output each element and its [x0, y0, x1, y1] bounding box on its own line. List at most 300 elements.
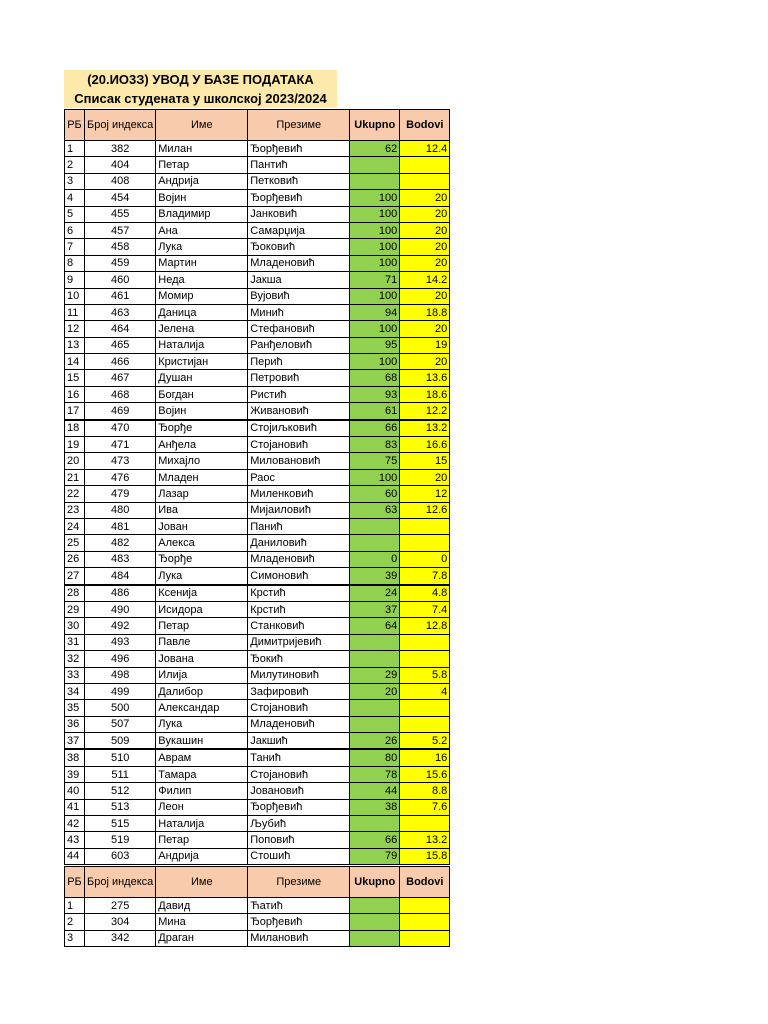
cell-rb: 39 [65, 766, 85, 782]
cell-name: Даница [156, 304, 248, 320]
cell-bodovi [400, 700, 450, 716]
cell-rb: 1 [65, 898, 85, 914]
table-row [65, 304, 450, 320]
cell-bodovi: 4.8 [400, 585, 450, 602]
header-surname: Презиме [248, 110, 350, 141]
table-row [65, 535, 450, 551]
cell-bodovi: 14.2 [400, 272, 450, 288]
cell-ukupno: 66 [350, 420, 400, 437]
table-row [65, 272, 450, 288]
cell-surname: Јакша [248, 272, 350, 288]
cell-surname: Стефановић [248, 321, 350, 337]
table-row [65, 848, 450, 864]
cell-ukupno: 64 [350, 618, 400, 634]
cell-surname: Стојановић [248, 766, 350, 782]
cell-ukupno [350, 518, 400, 534]
cell-surname: Димитријевић [248, 634, 350, 650]
cell-rb: 26 [65, 551, 85, 567]
cell-name: Филип [156, 783, 248, 799]
cell-index: 481 [85, 518, 156, 534]
table-row [65, 832, 450, 848]
cell-ukupno [350, 535, 400, 551]
cell-bodovi: 20 [400, 469, 450, 485]
cell-rb: 34 [65, 683, 85, 699]
cell-ukupno [350, 700, 400, 716]
cell-index: 509 [85, 733, 156, 750]
cell-index: 464 [85, 321, 156, 337]
cell-surname: Ђорђевић [248, 141, 350, 157]
cell-bodovi: 20 [400, 255, 450, 271]
cell-bodovi: 12.4 [400, 141, 450, 157]
cell-index: 510 [85, 749, 156, 766]
cell-name: Лазар [156, 486, 248, 502]
cell-bodovi [400, 651, 450, 667]
cell-index: 454 [85, 190, 156, 206]
cell-bodovi: 19 [400, 337, 450, 353]
cell-index: 519 [85, 832, 156, 848]
document-title [64, 70, 337, 108]
table-row [65, 930, 450, 946]
cell-rb: 37 [65, 733, 85, 750]
cell-surname: Раос [248, 469, 350, 485]
cell-index: 470 [85, 420, 156, 437]
cell-index: 500 [85, 700, 156, 716]
cell-ukupno: 100 [350, 206, 400, 222]
cell-name: Михајло [156, 453, 248, 469]
cell-name: Владимир [156, 206, 248, 222]
cell-bodovi: 12.6 [400, 502, 450, 518]
cell-rb: 27 [65, 568, 85, 585]
cell-name: Војин [156, 403, 248, 420]
cell-bodovi: 20 [400, 354, 450, 370]
cell-name: Тамара [156, 766, 248, 782]
cell-surname: Самарџија [248, 222, 350, 238]
header-surname: Презиме [248, 867, 350, 898]
cell-bodovi: 12 [400, 486, 450, 502]
cell-name: Лука [156, 716, 248, 732]
cell-rb: 40 [65, 783, 85, 799]
cell-ukupno: 62 [350, 141, 400, 157]
cell-ukupno [350, 173, 400, 189]
cell-bodovi: 13.2 [400, 420, 450, 437]
cell-surname: Ђорђевић [248, 190, 350, 206]
cell-name: Јована [156, 651, 248, 667]
cell-index: 490 [85, 601, 156, 617]
table-row [65, 551, 450, 567]
cell-name: Ђорђе [156, 420, 248, 437]
cell-ukupno: 71 [350, 272, 400, 288]
table-row [65, 370, 450, 386]
course-title: (20.ИО3З) УВОД У БАЗЕ ПОДАТАКА [87, 72, 314, 87]
cell-surname: Миловановић [248, 453, 350, 469]
cell-rb: 11 [65, 304, 85, 320]
cell-rb: 20 [65, 453, 85, 469]
cell-rb: 29 [65, 601, 85, 617]
cell-bodovi: 4 [400, 683, 450, 699]
cell-bodovi [400, 930, 450, 946]
cell-index: 511 [85, 766, 156, 782]
table-row [65, 437, 450, 453]
table-row [65, 190, 450, 206]
cell-ukupno: 100 [350, 288, 400, 304]
cell-ukupno: 26 [350, 733, 400, 750]
cell-rb: 38 [65, 749, 85, 766]
table-row [65, 783, 450, 799]
cell-surname: Живановић [248, 403, 350, 420]
cell-rb: 17 [65, 403, 85, 420]
cell-ukupno: 80 [350, 749, 400, 766]
cell-rb: 13 [65, 337, 85, 353]
cell-ukupno [350, 651, 400, 667]
cell-bodovi: 5.2 [400, 733, 450, 750]
cell-bodovi [400, 173, 450, 189]
cell-rb: 3 [65, 930, 85, 946]
table-row [65, 222, 450, 238]
cell-index: 493 [85, 634, 156, 650]
cell-ukupno: 75 [350, 453, 400, 469]
cell-bodovi: 0 [400, 551, 450, 567]
cell-ukupno: 63 [350, 502, 400, 518]
cell-name: Момир [156, 288, 248, 304]
cell-surname: Ђорђевић [248, 799, 350, 815]
cell-rb: 42 [65, 816, 85, 832]
cell-rb: 9 [65, 272, 85, 288]
cell-name: Далибор [156, 683, 248, 699]
cell-index: 457 [85, 222, 156, 238]
cell-index: 404 [85, 157, 156, 173]
cell-bodovi: 13.2 [400, 832, 450, 848]
table-row [65, 799, 450, 815]
table-row [65, 255, 450, 271]
table-row [65, 568, 450, 585]
cell-surname: Ристић [248, 386, 350, 402]
cell-ukupno: 66 [350, 832, 400, 848]
cell-rb: 1 [65, 141, 85, 157]
cell-index: 455 [85, 206, 156, 222]
table-row [65, 486, 450, 502]
cell-index: 304 [85, 914, 156, 930]
cell-surname: Младеновић [248, 551, 350, 567]
cell-name: Милан [156, 141, 248, 157]
cell-name: Ђорђе [156, 551, 248, 567]
cell-index: 484 [85, 568, 156, 585]
cell-index: 461 [85, 288, 156, 304]
cell-surname: Ћатић [248, 898, 350, 914]
cell-surname: Поповић [248, 832, 350, 848]
cell-ukupno [350, 716, 400, 732]
cell-rb: 22 [65, 486, 85, 502]
cell-name: Душан [156, 370, 248, 386]
cell-name: Аврам [156, 749, 248, 766]
table-row [65, 914, 450, 930]
cell-index: 482 [85, 535, 156, 551]
cell-bodovi: 20 [400, 321, 450, 337]
cell-name: Петар [156, 832, 248, 848]
cell-rb: 28 [65, 585, 85, 602]
cell-surname: Мијаиловић [248, 502, 350, 518]
cell-index: 382 [85, 141, 156, 157]
table-header-row [65, 110, 450, 141]
cell-bodovi: 15.6 [400, 766, 450, 782]
cell-bodovi: 13.6 [400, 370, 450, 386]
cell-surname: Перић [248, 354, 350, 370]
cell-rb: 36 [65, 716, 85, 732]
cell-index: 515 [85, 816, 156, 832]
cell-index: 483 [85, 551, 156, 567]
table-row [65, 173, 450, 189]
table-row [65, 206, 450, 222]
cell-ukupno: 29 [350, 667, 400, 683]
cell-ukupno: 100 [350, 255, 400, 271]
cell-name: Војин [156, 190, 248, 206]
cell-bodovi [400, 535, 450, 551]
cell-surname: Ђокић [248, 651, 350, 667]
header-ukupno: Ukupno [350, 867, 400, 898]
cell-rb: 33 [65, 667, 85, 683]
cell-name: Кристијан [156, 354, 248, 370]
student-table-extra [64, 866, 450, 947]
cell-ukupno: 37 [350, 601, 400, 617]
cell-ukupno [350, 930, 400, 946]
cell-index: 471 [85, 437, 156, 453]
table-row [65, 816, 450, 832]
header-index: Број индекса [85, 110, 156, 141]
cell-index: 496 [85, 651, 156, 667]
cell-ukupno: 0 [350, 551, 400, 567]
cell-rb: 23 [65, 502, 85, 518]
cell-name: Ива [156, 502, 248, 518]
cell-index: 342 [85, 930, 156, 946]
cell-rb: 7 [65, 239, 85, 255]
table-row [65, 700, 450, 716]
cell-name: Мартин [156, 255, 248, 271]
cell-surname: Јовановић [248, 783, 350, 799]
cell-index: 486 [85, 585, 156, 602]
cell-ukupno: 100 [350, 190, 400, 206]
cell-name: Ксенија [156, 585, 248, 602]
cell-ukupno [350, 634, 400, 650]
header-index: Број индекса [85, 867, 156, 898]
table-row [65, 403, 450, 420]
cell-name: Анђела [156, 437, 248, 453]
cell-index: 460 [85, 272, 156, 288]
cell-name: Илија [156, 667, 248, 683]
cell-surname: Стојановић [248, 700, 350, 716]
cell-bodovi: 8.8 [400, 783, 450, 799]
cell-ukupno: 68 [350, 370, 400, 386]
cell-rb: 32 [65, 651, 85, 667]
cell-ukupno: 100 [350, 239, 400, 255]
cell-ukupno: 61 [350, 403, 400, 420]
cell-name: Лука [156, 568, 248, 585]
cell-surname: Пантић [248, 157, 350, 173]
cell-index: 480 [85, 502, 156, 518]
cell-ukupno: 44 [350, 783, 400, 799]
cell-rb: 44 [65, 848, 85, 864]
cell-ukupno [350, 914, 400, 930]
cell-ukupno [350, 816, 400, 832]
student-table-main [64, 109, 450, 865]
cell-surname: Даниловић [248, 535, 350, 551]
cell-name: Богдан [156, 386, 248, 402]
cell-index: 459 [85, 255, 156, 271]
cell-rb: 18 [65, 420, 85, 437]
cell-surname: Симоновић [248, 568, 350, 585]
cell-ukupno: 100 [350, 321, 400, 337]
table-row [65, 716, 450, 732]
cell-surname: Јакшић [248, 733, 350, 750]
cell-bodovi: 20 [400, 239, 450, 255]
cell-surname: Стојиљковић [248, 420, 350, 437]
cell-surname: Станковић [248, 618, 350, 634]
cell-surname: Петковић [248, 173, 350, 189]
cell-index: 466 [85, 354, 156, 370]
cell-surname: Младеновић [248, 255, 350, 271]
cell-ukupno: 94 [350, 304, 400, 320]
cell-rb: 25 [65, 535, 85, 551]
cell-index: 468 [85, 386, 156, 402]
cell-ukupno: 93 [350, 386, 400, 402]
cell-bodovi: 5.8 [400, 667, 450, 683]
cell-rb: 10 [65, 288, 85, 304]
cell-name: Павле [156, 634, 248, 650]
table-row [65, 667, 450, 683]
cell-bodovi: 16.6 [400, 437, 450, 453]
cell-rb: 35 [65, 700, 85, 716]
cell-surname: Ђорђевић [248, 914, 350, 930]
cell-rb: 31 [65, 634, 85, 650]
header-bodovi: Bodovi [400, 110, 450, 141]
cell-rb: 5 [65, 206, 85, 222]
cell-bodovi [400, 634, 450, 650]
cell-ukupno: 38 [350, 799, 400, 815]
cell-name: Наталија [156, 337, 248, 353]
cell-index: 603 [85, 848, 156, 864]
table-row [65, 420, 450, 437]
cell-bodovi: 12.2 [400, 403, 450, 420]
cell-rb: 12 [65, 321, 85, 337]
cell-bodovi: 12.8 [400, 618, 450, 634]
cell-ukupno: 100 [350, 222, 400, 238]
cell-index: 473 [85, 453, 156, 469]
cell-ukupno: 100 [350, 354, 400, 370]
cell-ukupno: 24 [350, 585, 400, 602]
cell-bodovi: 20 [400, 222, 450, 238]
cell-index: 465 [85, 337, 156, 353]
cell-bodovi: 7.4 [400, 601, 450, 617]
cell-rb: 16 [65, 386, 85, 402]
header-name: Име [156, 110, 248, 141]
cell-name: Вукашин [156, 733, 248, 750]
cell-index: 275 [85, 898, 156, 914]
table-row [65, 733, 450, 750]
table-row [65, 354, 450, 370]
cell-rb: 41 [65, 799, 85, 815]
cell-surname: Танић [248, 749, 350, 766]
cell-surname: Младеновић [248, 716, 350, 732]
cell-rb: 15 [65, 370, 85, 386]
cell-name: Андрија [156, 173, 248, 189]
cell-name: Петар [156, 618, 248, 634]
cell-bodovi [400, 157, 450, 173]
cell-ukupno: 83 [350, 437, 400, 453]
cell-index: 499 [85, 683, 156, 699]
cell-ukupno: 100 [350, 469, 400, 485]
cell-name: Јелена [156, 321, 248, 337]
cell-name: Андрија [156, 848, 248, 864]
cell-index: 513 [85, 799, 156, 815]
cell-index: 463 [85, 304, 156, 320]
table-row [65, 518, 450, 534]
cell-ukupno [350, 157, 400, 173]
cell-bodovi: 15 [400, 453, 450, 469]
table-row [65, 469, 450, 485]
cell-surname: Петровић [248, 370, 350, 386]
cell-surname: Зафировић [248, 683, 350, 699]
cell-rb: 2 [65, 157, 85, 173]
table-row [65, 749, 450, 766]
cell-surname: Ђоковић [248, 239, 350, 255]
cell-surname: Јанковић [248, 206, 350, 222]
cell-surname: Крстић [248, 585, 350, 602]
cell-surname: Панић [248, 518, 350, 534]
cell-name: Алекса [156, 535, 248, 551]
table-row [65, 766, 450, 782]
table-row [65, 239, 450, 255]
cell-ukupno: 60 [350, 486, 400, 502]
cell-index: 507 [85, 716, 156, 732]
cell-name: Јован [156, 518, 248, 534]
cell-surname: Вујовић [248, 288, 350, 304]
table-row [65, 651, 450, 667]
cell-index: 458 [85, 239, 156, 255]
table-row [65, 601, 450, 617]
cell-name: Младен [156, 469, 248, 485]
header-rb: РБ [65, 110, 85, 141]
cell-name: Исидора [156, 601, 248, 617]
cell-rb: 43 [65, 832, 85, 848]
cell-surname: Милановић [248, 930, 350, 946]
table-row [65, 502, 450, 518]
cell-name: Петар [156, 157, 248, 173]
cell-surname: Ранђеловић [248, 337, 350, 353]
cell-surname: Стојановић [248, 437, 350, 453]
cell-name: Драган [156, 930, 248, 946]
table-row [65, 386, 450, 402]
table-row [65, 288, 450, 304]
table-row [65, 898, 450, 914]
cell-surname: Миленковић [248, 486, 350, 502]
header-ukupno: Ukupno [350, 110, 400, 141]
header-name: Име [156, 867, 248, 898]
cell-index: 498 [85, 667, 156, 683]
cell-rb: 30 [65, 618, 85, 634]
cell-name: Александар [156, 700, 248, 716]
cell-index: 512 [85, 783, 156, 799]
table-row [65, 683, 450, 699]
cell-name: Наталија [156, 816, 248, 832]
cell-rb: 2 [65, 914, 85, 930]
cell-ukupno: 95 [350, 337, 400, 353]
cell-bodovi: 7.6 [400, 799, 450, 815]
table-row [65, 618, 450, 634]
cell-surname: Крстић [248, 601, 350, 617]
cell-name: Неда [156, 272, 248, 288]
cell-index: 469 [85, 403, 156, 420]
cell-surname: Стошић [248, 848, 350, 864]
cell-name: Давид [156, 898, 248, 914]
cell-name: Лука [156, 239, 248, 255]
